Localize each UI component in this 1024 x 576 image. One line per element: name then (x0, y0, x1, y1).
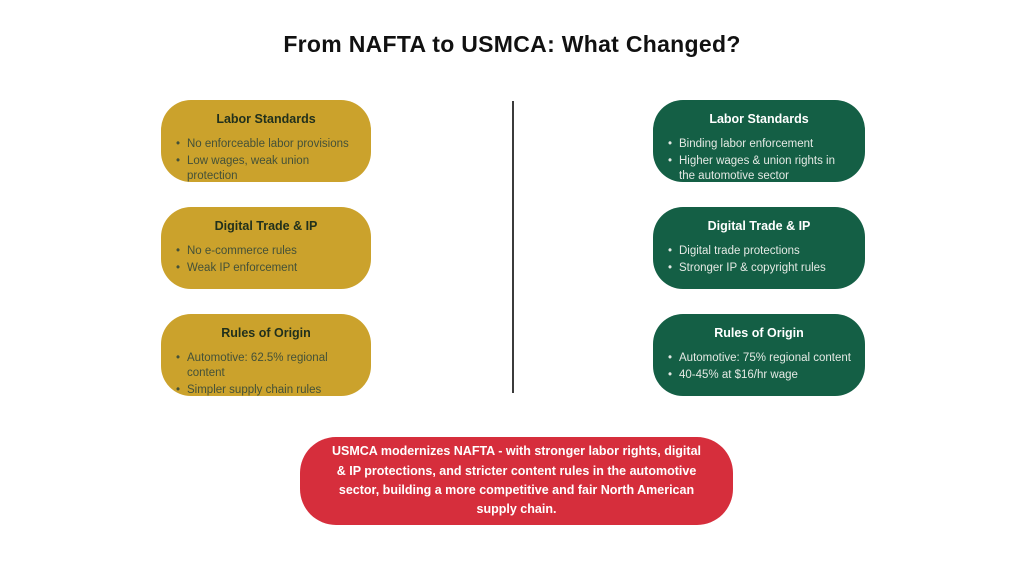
card-bullet-list (667, 137, 851, 184)
usmca-card-rules-of-origin (653, 314, 865, 396)
card-bullet-list (175, 244, 357, 276)
nafta-card-digital-trade-ip (161, 207, 371, 289)
summary-card (300, 437, 733, 525)
nafta-card-labor-standards (161, 100, 371, 182)
card-bullet: • Digital trade protections (667, 244, 851, 259)
card-title: Digital Trade & IP (214, 219, 318, 233)
card-bullet-list (175, 351, 357, 398)
card-bullet: • No enforceable labor provisions (175, 137, 357, 152)
card-title: Digital Trade & IP (707, 219, 811, 233)
card-bullet-list (667, 244, 851, 276)
card-bullet: • Weak IP enforcement (175, 261, 357, 276)
card-bullet: • No e-commerce rules (175, 244, 357, 259)
card-title: Labor Standards (216, 112, 316, 126)
card-bullet: • Automotive: 75% regional content (667, 351, 851, 366)
summary-text: USMCA modernizes NAFTA - with stronger labor rights, digital & IP protections, and stricter content rules in the automotive sector, building a more competitive and fair North American supply chain. (332, 444, 701, 517)
card-bullet-list (175, 137, 357, 184)
page-title: From NAFTA to USMCA: What Changed? (283, 31, 741, 57)
card-bullet: • Simpler supply chain rules (175, 383, 357, 398)
vertical-divider (512, 101, 514, 393)
card-bullet: • Stronger IP & copyright rules (667, 261, 851, 276)
card-title: Rules of Origin (714, 326, 804, 340)
card-bullet: • Low wages, weak union protection (175, 154, 357, 184)
usmca-card-labor-standards (653, 100, 865, 182)
card-title: Rules of Origin (221, 326, 311, 340)
card-bullet: • Higher wages & union rights in the automotive sector (667, 154, 851, 184)
card-title: Labor Standards (709, 112, 809, 126)
card-bullet: • 40-45% at $16/hr wage (667, 368, 851, 383)
usmca-card-digital-trade-ip (653, 207, 865, 289)
card-bullet-list (667, 351, 851, 383)
card-bullet: • Binding labor enforcement (667, 137, 851, 152)
nafta-card-rules-of-origin (161, 314, 371, 396)
card-bullet: • Automotive: 62.5% regional content (175, 351, 357, 381)
